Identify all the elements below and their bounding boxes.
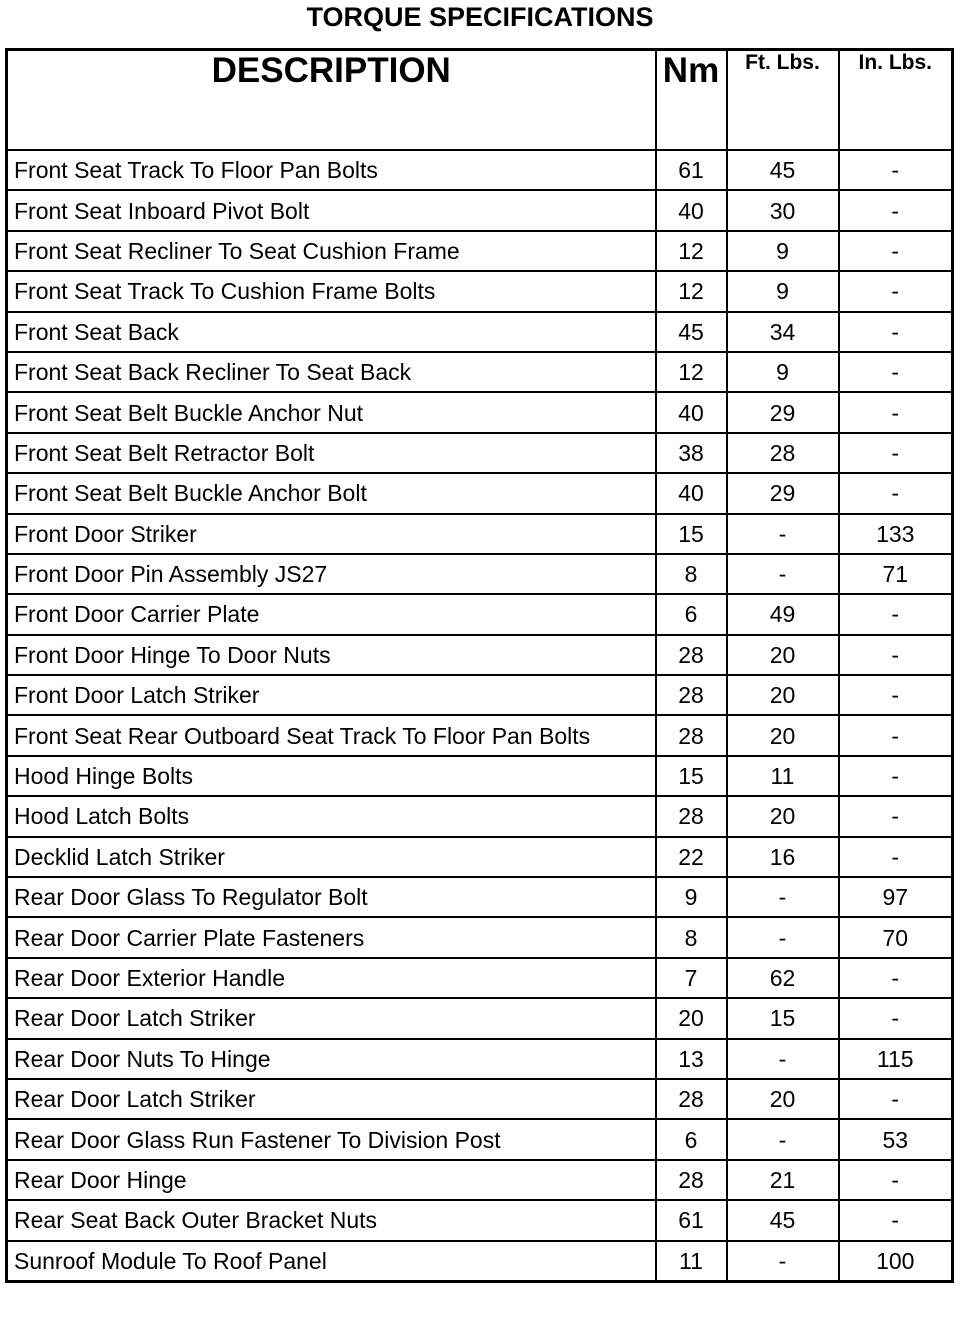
header-ft-lbs: Ft. Lbs. bbox=[727, 50, 839, 151]
cell-ft-lbs: 21 bbox=[727, 1160, 839, 1200]
cell-ft-lbs: 20 bbox=[727, 675, 839, 715]
table-row bbox=[7, 1079, 953, 1119]
cell-description: Rear Door Exterior Handle bbox=[7, 958, 656, 998]
cell-ft-lbs: 20 bbox=[727, 715, 839, 755]
cell-ft-lbs: 15 bbox=[727, 998, 839, 1038]
cell-description: Front Seat Track To Cushion Frame Bolts bbox=[7, 271, 656, 311]
cell-nm: 13 bbox=[656, 1039, 727, 1079]
cell-nm: 22 bbox=[656, 837, 727, 877]
table-row bbox=[7, 271, 953, 311]
cell-in-lbs: 97 bbox=[839, 877, 953, 917]
cell-nm: 28 bbox=[656, 796, 727, 836]
cell-in-lbs: - bbox=[839, 312, 953, 352]
cell-description: Rear Door Carrier Plate Fasteners bbox=[7, 917, 656, 957]
cell-in-lbs: - bbox=[839, 150, 953, 190]
header-row bbox=[7, 50, 953, 151]
table-row bbox=[7, 594, 953, 634]
cell-description: Front Door Pin Assembly JS27 bbox=[7, 554, 656, 594]
table-row bbox=[7, 231, 953, 271]
cell-ft-lbs: 45 bbox=[727, 1200, 839, 1240]
cell-ft-lbs: 30 bbox=[727, 190, 839, 230]
cell-description: Front Seat Back bbox=[7, 312, 656, 352]
cell-nm: 6 bbox=[656, 594, 727, 634]
cell-in-lbs: - bbox=[839, 1079, 953, 1119]
cell-nm: 40 bbox=[656, 190, 727, 230]
cell-description: Rear Seat Back Outer Bracket Nuts bbox=[7, 1200, 656, 1240]
cell-in-lbs: - bbox=[839, 190, 953, 230]
cell-in-lbs: - bbox=[839, 1200, 953, 1240]
table-row bbox=[7, 514, 953, 554]
cell-nm: 11 bbox=[656, 1241, 727, 1282]
cell-nm: 8 bbox=[656, 554, 727, 594]
cell-in-lbs: - bbox=[839, 675, 953, 715]
table-row bbox=[7, 473, 953, 513]
cell-in-lbs: - bbox=[839, 837, 953, 877]
cell-in-lbs: - bbox=[839, 1160, 953, 1200]
table-row bbox=[7, 1039, 953, 1079]
table-row bbox=[7, 312, 953, 352]
cell-nm: 7 bbox=[656, 958, 727, 998]
cell-ft-lbs: - bbox=[727, 514, 839, 554]
table-row bbox=[7, 917, 953, 957]
cell-in-lbs: - bbox=[839, 958, 953, 998]
cell-nm: 40 bbox=[656, 392, 727, 432]
cell-description: Rear Door Latch Striker bbox=[7, 1079, 656, 1119]
cell-in-lbs: 100 bbox=[839, 1241, 953, 1282]
table-row bbox=[7, 1119, 953, 1159]
cell-in-lbs: - bbox=[839, 715, 953, 755]
cell-in-lbs: - bbox=[839, 231, 953, 271]
cell-ft-lbs: - bbox=[727, 877, 839, 917]
cell-description: Front Door Carrier Plate bbox=[7, 594, 656, 634]
cell-nm: 8 bbox=[656, 917, 727, 957]
cell-in-lbs: - bbox=[839, 352, 953, 392]
cell-nm: 9 bbox=[656, 877, 727, 917]
cell-description: Front Seat Recliner To Seat Cushion Frame bbox=[7, 231, 656, 271]
cell-ft-lbs: - bbox=[727, 1039, 839, 1079]
cell-ft-lbs: 20 bbox=[727, 796, 839, 836]
table-row bbox=[7, 392, 953, 432]
torque-spec-table bbox=[5, 48, 954, 1283]
table-row bbox=[7, 958, 953, 998]
table-row bbox=[7, 635, 953, 675]
cell-nm: 45 bbox=[656, 312, 727, 352]
cell-ft-lbs: 62 bbox=[727, 958, 839, 998]
cell-description: Rear Door Latch Striker bbox=[7, 998, 656, 1038]
cell-ft-lbs: - bbox=[727, 1241, 839, 1282]
cell-nm: 61 bbox=[656, 150, 727, 190]
cell-description: Sunroof Module To Roof Panel bbox=[7, 1241, 656, 1282]
table-row bbox=[7, 150, 953, 190]
cell-nm: 6 bbox=[656, 1119, 727, 1159]
cell-nm: 38 bbox=[656, 433, 727, 473]
cell-in-lbs: - bbox=[839, 594, 953, 634]
cell-description: Front Seat Belt Retractor Bolt bbox=[7, 433, 656, 473]
cell-ft-lbs: 11 bbox=[727, 756, 839, 796]
cell-description: Front Seat Back Recliner To Seat Back bbox=[7, 352, 656, 392]
cell-description: Front Seat Track To Floor Pan Bolts bbox=[7, 150, 656, 190]
table-row bbox=[7, 877, 953, 917]
cell-in-lbs: 70 bbox=[839, 917, 953, 957]
cell-ft-lbs: 49 bbox=[727, 594, 839, 634]
cell-in-lbs: 115 bbox=[839, 1039, 953, 1079]
table-row bbox=[7, 1241, 953, 1282]
cell-nm: 20 bbox=[656, 998, 727, 1038]
cell-ft-lbs: 29 bbox=[727, 473, 839, 513]
table-row bbox=[7, 433, 953, 473]
cell-ft-lbs: 20 bbox=[727, 1079, 839, 1119]
cell-ft-lbs: 34 bbox=[727, 312, 839, 352]
table-row bbox=[7, 190, 953, 230]
cell-in-lbs: - bbox=[839, 756, 953, 796]
cell-nm: 12 bbox=[656, 271, 727, 311]
table-row bbox=[7, 554, 953, 594]
cell-nm: 15 bbox=[656, 514, 727, 554]
cell-in-lbs: - bbox=[839, 392, 953, 432]
table-row bbox=[7, 1200, 953, 1240]
cell-in-lbs: - bbox=[839, 796, 953, 836]
cell-in-lbs: - bbox=[839, 473, 953, 513]
cell-ft-lbs: - bbox=[727, 554, 839, 594]
table-row bbox=[7, 756, 953, 796]
table-row bbox=[7, 837, 953, 877]
cell-ft-lbs: 29 bbox=[727, 392, 839, 432]
cell-description: Front Seat Inboard Pivot Bolt bbox=[7, 190, 656, 230]
cell-ft-lbs: 20 bbox=[727, 635, 839, 675]
cell-nm: 12 bbox=[656, 352, 727, 392]
table-row bbox=[7, 715, 953, 755]
cell-nm: 28 bbox=[656, 1160, 727, 1200]
cell-ft-lbs: - bbox=[727, 917, 839, 957]
cell-nm: 28 bbox=[656, 715, 727, 755]
cell-nm: 40 bbox=[656, 473, 727, 513]
header-in-lbs: In. Lbs. bbox=[839, 50, 953, 151]
table-row bbox=[7, 796, 953, 836]
cell-description: Hood Hinge Bolts bbox=[7, 756, 656, 796]
cell-ft-lbs: 9 bbox=[727, 352, 839, 392]
cell-nm: 61 bbox=[656, 1200, 727, 1240]
cell-description: Front Seat Rear Outboard Seat Track To Floor Pan Bolts bbox=[7, 715, 656, 755]
cell-description: Front Door Latch Striker bbox=[7, 675, 656, 715]
cell-ft-lbs: 9 bbox=[727, 231, 839, 271]
header-nm: Nm bbox=[656, 50, 727, 151]
cell-nm: 15 bbox=[656, 756, 727, 796]
cell-nm: 28 bbox=[656, 1079, 727, 1119]
cell-in-lbs: - bbox=[839, 271, 953, 311]
table-row bbox=[7, 998, 953, 1038]
table-row bbox=[7, 352, 953, 392]
table-row bbox=[7, 675, 953, 715]
cell-in-lbs: 71 bbox=[839, 554, 953, 594]
cell-description: Rear Door Hinge bbox=[7, 1160, 656, 1200]
page-title: TORQUE SPECIFICATIONS bbox=[306, 2, 654, 32]
cell-description: Front Door Striker bbox=[7, 514, 656, 554]
cell-description: Rear Door Glass To Regulator Bolt bbox=[7, 877, 656, 917]
table-body bbox=[7, 150, 953, 1281]
cell-in-lbs: - bbox=[839, 998, 953, 1038]
cell-ft-lbs: - bbox=[727, 1119, 839, 1159]
table-row bbox=[7, 1160, 953, 1200]
cell-ft-lbs: 28 bbox=[727, 433, 839, 473]
header-description: DESCRIPTION bbox=[7, 50, 656, 151]
cell-ft-lbs: 45 bbox=[727, 150, 839, 190]
cell-nm: 12 bbox=[656, 231, 727, 271]
cell-in-lbs: - bbox=[839, 635, 953, 675]
cell-description: Front Seat Belt Buckle Anchor Nut bbox=[7, 392, 656, 432]
cell-description: Rear Door Nuts To Hinge bbox=[7, 1039, 656, 1079]
cell-in-lbs: 53 bbox=[839, 1119, 953, 1159]
cell-description: Front Door Hinge To Door Nuts bbox=[7, 635, 656, 675]
cell-description: Hood Latch Bolts bbox=[7, 796, 656, 836]
cell-ft-lbs: 9 bbox=[727, 271, 839, 311]
cell-nm: 28 bbox=[656, 675, 727, 715]
cell-in-lbs: 133 bbox=[839, 514, 953, 554]
cell-in-lbs: - bbox=[839, 433, 953, 473]
cell-description: Rear Door Glass Run Fastener To Division Post bbox=[7, 1119, 656, 1159]
cell-ft-lbs: 16 bbox=[727, 837, 839, 877]
cell-nm: 28 bbox=[656, 635, 727, 675]
cell-description: Front Seat Belt Buckle Anchor Bolt bbox=[7, 473, 656, 513]
cell-description: Decklid Latch Striker bbox=[7, 837, 656, 877]
